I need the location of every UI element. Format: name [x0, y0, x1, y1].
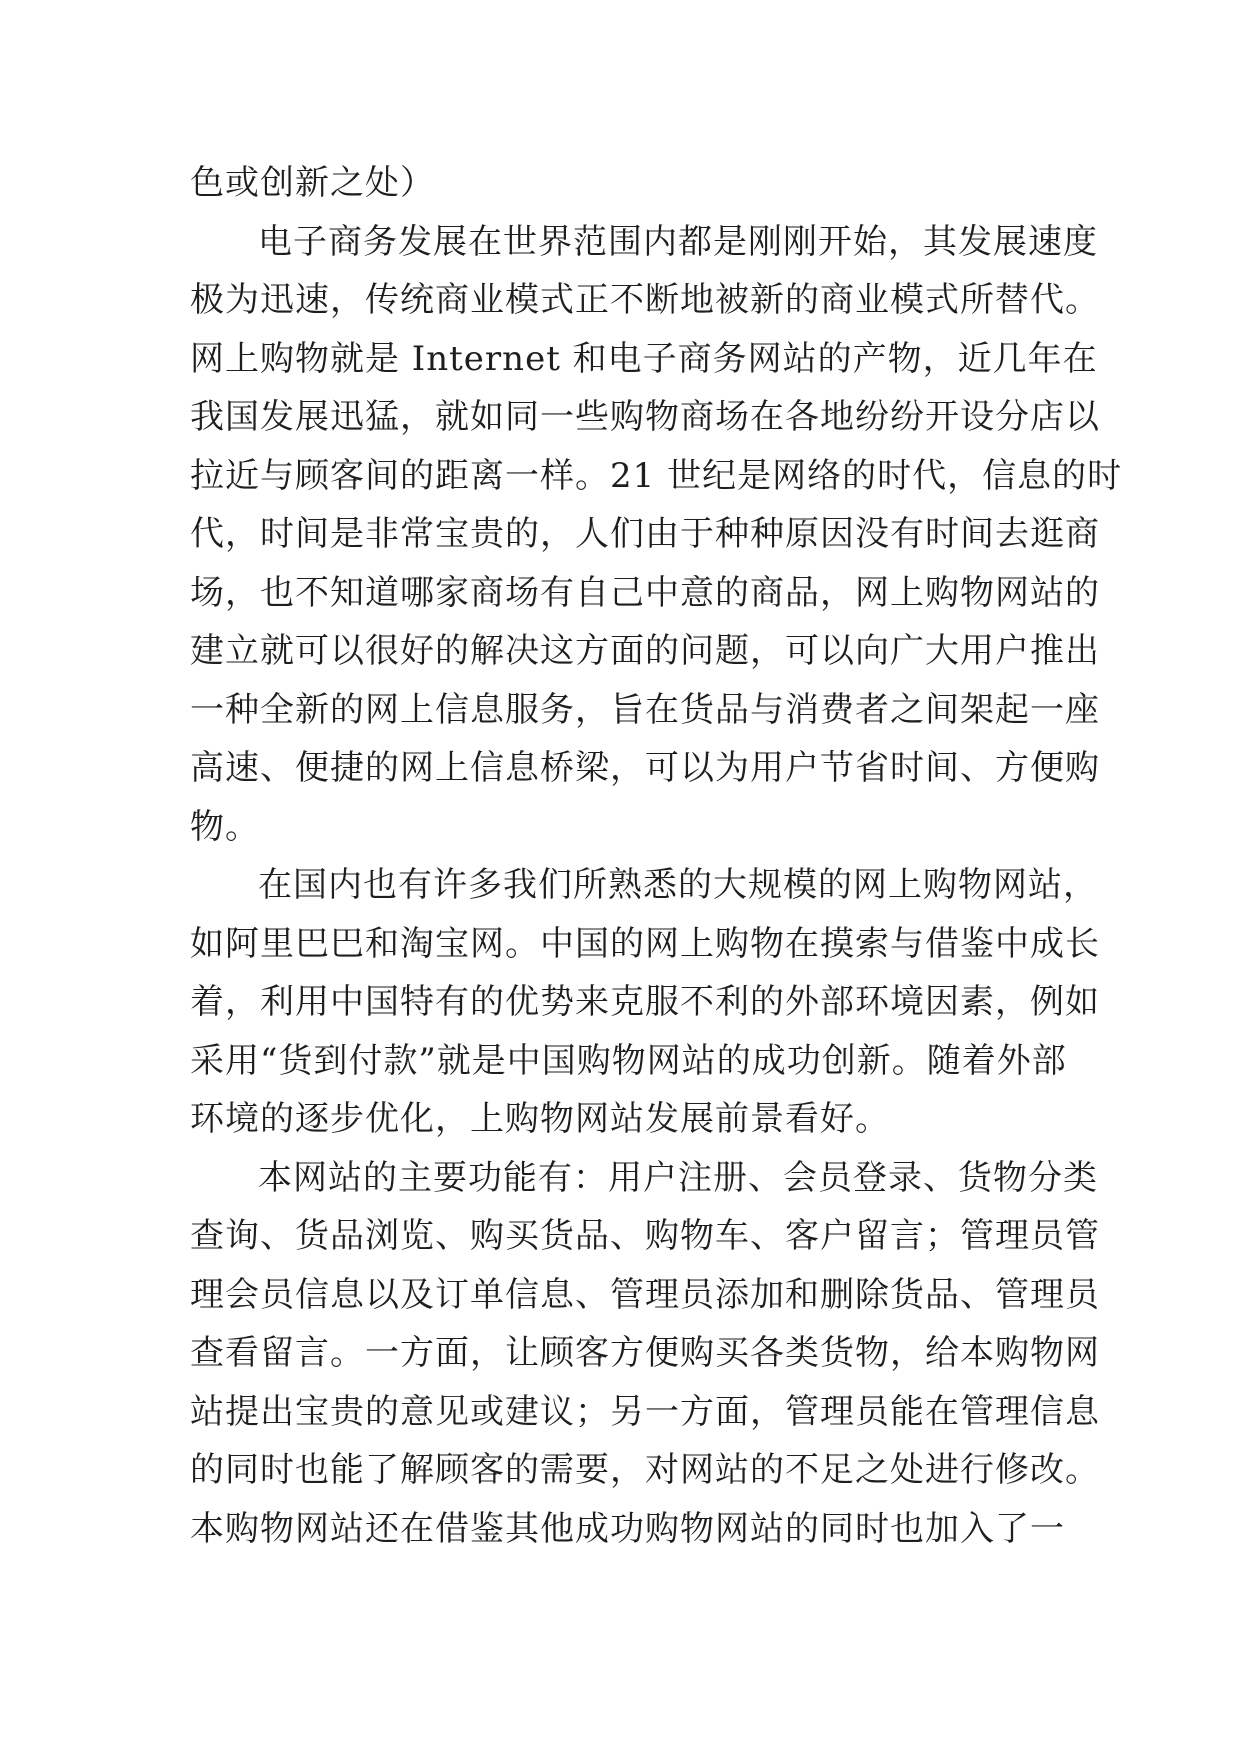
text-line: 采用“货到付款”就是中国购物网站的成功创新。随着外部 [190, 1040, 1067, 1081]
text-line: 建立就可以很好的解决这方面的问题，可以向广大用户推出 [190, 631, 1100, 671]
text-line: 一种全新的网上信息服务，旨在货品与消费者之间架起一座 [190, 689, 1100, 730]
text-line: 查看留言。一方面，让顾客方便购买各类货物，给本购物网 [190, 1333, 1100, 1373]
text-line: 拉近与顾客间的距离一样。21 世纪是网络的时代，信息的时 [190, 455, 1123, 496]
paragraph-first-line: 在国内也有许多我们所熟悉的大规模的网上购物网站， [258, 865, 1098, 905]
text-line: 站提出宝贵的意见或建议；另一方面，管理员能在管理信息 [190, 1391, 1100, 1432]
text-line: 色或创新之处） [190, 163, 435, 203]
text-line: 代，时间是非常宝贵的，人们由于种种原因没有时间去逛商 [190, 514, 1100, 554]
text-line: 场，也不知道哪家商场有自己中意的商品，网上购物网站的 [190, 572, 1100, 613]
text-line: 着，利用中国特有的优势来克服不利的外部环境因素，例如 [190, 982, 1100, 1022]
text-line: 环境的逐步优化，上购物网站发展前景看好。 [190, 1099, 890, 1139]
text-line: 物。 [190, 806, 260, 847]
text-line: 本购物网站还在借鉴其他成功购物网站的同时也加入了一 [190, 1508, 1065, 1549]
paragraph-first-line: 电子商务发展在世界范围内都是刚刚开始，其发展速度 [258, 221, 1098, 262]
text-line: 如阿里巴巴和淘宝网。中国的网上购物在摸索与借鉴中成长 [190, 923, 1100, 964]
text-line: 查询、货品浏览、购买货品、购物车、客户留言；管理员管 [190, 1216, 1100, 1256]
text-line: 的同时也能了解顾客的需要，对网站的不足之处进行修改。 [190, 1450, 1100, 1490]
text-line: 高速、便捷的网上信息桥梁，可以为用户节省时间、方便购 [190, 748, 1100, 788]
paragraph-first-line: 本网站的主要功能有：用户注册、会员登录、货物分类 [258, 1157, 1098, 1198]
text-line: 我国发展迅猛，就如同一些购物商场在各地纷纷开设分店以 [190, 397, 1100, 437]
text-line: 极为迅速，传统商业模式正不断地被新的商业模式所替代。 [190, 280, 1100, 320]
body-text [190, 154, 1123, 1558]
text-line: 理会员信息以及订单信息、管理员添加和删除货品、管理员 [190, 1274, 1100, 1315]
text-line: 网上购物就是 Internet 和电子商务网站的产物，近几年在 [190, 338, 1098, 379]
